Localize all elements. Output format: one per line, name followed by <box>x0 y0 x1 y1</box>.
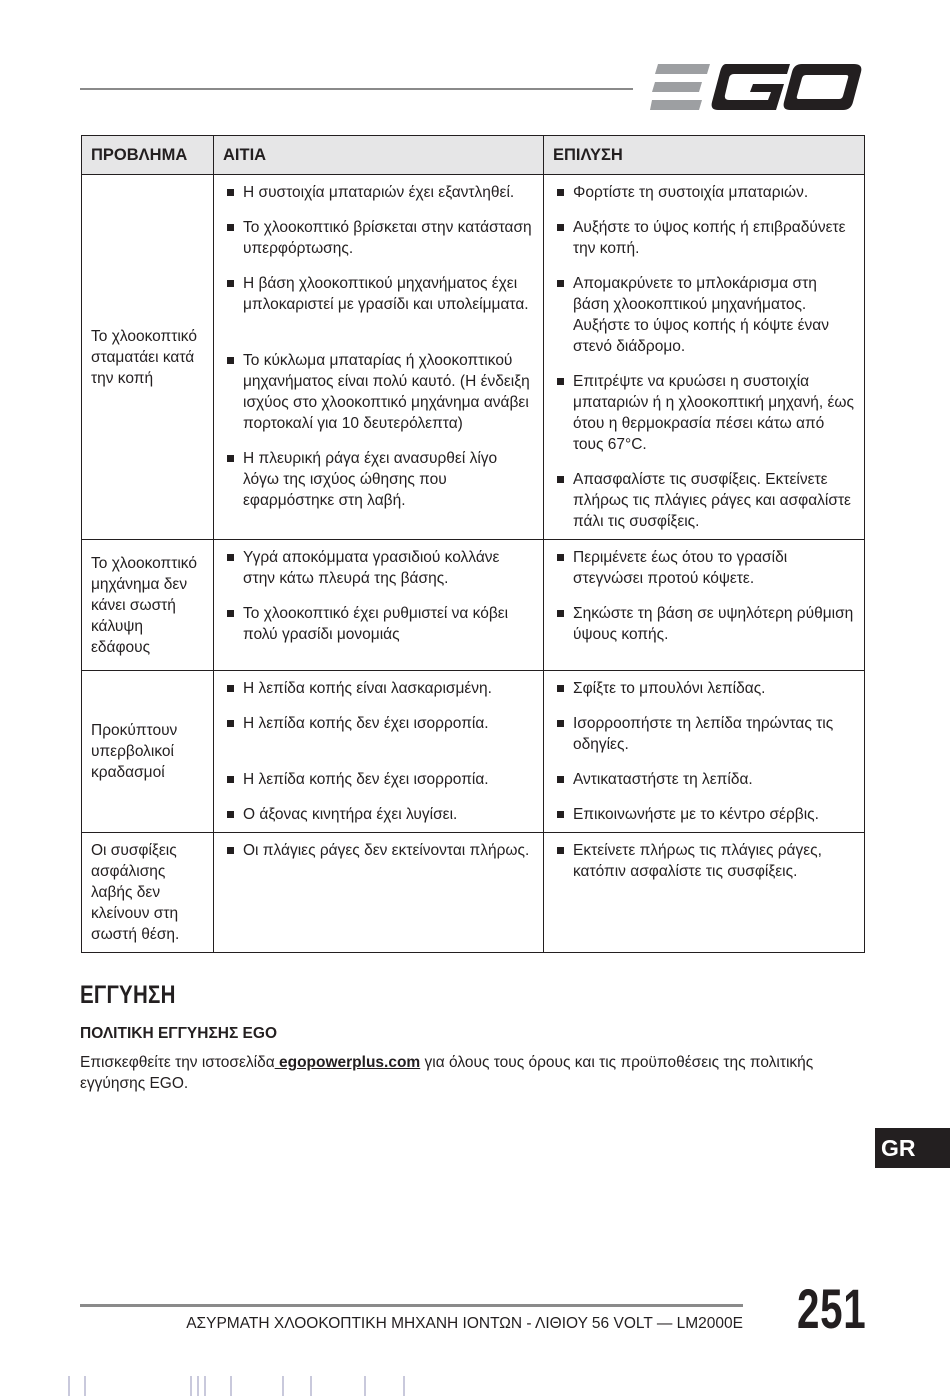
warranty-policy-subtitle: ΠΟΛΙΤΙΚΗ ΕΓΓΥΗΣΗΣ EGO <box>80 1025 278 1042</box>
list-item: Απασφαλίστε τις συσφίξεις. Εκτείνετε πλήρως τις πλάγιες ράγες και ασφαλίστε πάλι τις συσφίξεις. <box>553 469 855 532</box>
table-row <box>82 671 865 833</box>
list-item: Επιτρέψτε να κρυώσει η συστοιχία μπαταριών ή η χλοοκοπτική μηχανή, έως ότου η θερμοκρασία πέσει κάτω από τους 67°C. <box>553 371 855 455</box>
solution-cell <box>544 671 865 833</box>
list-item: Σηκώστε τη βάση σε υψηλότερη ρύθμιση ύψους κοπής. <box>553 603 855 645</box>
cause-cell <box>214 671 544 833</box>
list-item: Το χλοοκοπτικό βρίσκεται στην κατάσταση υπερφόρτωσης. <box>223 217 534 259</box>
page-number: 251 <box>797 1277 867 1340</box>
print-registration-marks <box>60 1376 460 1396</box>
header-problem: ΠΡΟΒΛΗΜΑ <box>82 136 214 175</box>
problem-cell: Το χλοοκοπτικό σταματάει κατά την κοπή <box>82 175 214 540</box>
warranty-title: ΕΓΓΥΗΣΗ <box>80 981 176 1009</box>
list-item: Περιμένετε έως ότου το γρασίδι στεγνώσει προτού κόψετε. <box>553 547 855 589</box>
solution-cell <box>544 540 865 671</box>
list-item: Ισορροοπήστε τη λεπίδα τηρώντας τις οδηγίες. <box>553 713 855 755</box>
list-item: Το χλοοκοπτικό έχει ρυθμιστεί να κόβει πολύ γρασίδι μονομιάς <box>223 603 534 645</box>
problem-cell: Το χλοοκοπτικό μηχάνημα δεν κάνει σωστή κάλυψη εδάφους <box>82 540 214 671</box>
ego-logo <box>650 62 862 112</box>
list-item: Η πλευρική ράγα έχει ανασυρθεί λίγο λόγω της ισχύος ώθησης που εφαρμόστηκε στη λαβή. <box>223 448 534 511</box>
footer-title: ΑΣΥΡΜΑΤΗ ΧΛΟΟΚΟΠΤΙΚΗ ΜΗΧΑΝΗ ΙΟΝΤΩΝ - ΛΙΘΙΟΥ 56 VOLT — LM2000E <box>186 1315 743 1332</box>
list-item: Το κύκλωμα μπαταρίας ή χλοοκοπτικού μηχανήματος είναι πολύ καυτό. (Η ένδειξη ισχύος στο χλοοκοπτικό μηχάνημα ανάβει πορτοκαλί για 10 δευτερόλεπτα) <box>223 350 534 434</box>
cause-cell <box>214 540 544 671</box>
header-solution: ΕΠΙΛΥΣΗ <box>544 136 865 175</box>
header-rule <box>80 88 633 90</box>
list-item: Η λεπίδα κοπής είναι λασκαρισμένη. <box>223 678 534 699</box>
table-header-row <box>82 136 865 175</box>
problem-cell: Προκύπτουν υπερβολικοί κραδασμοί <box>82 671 214 833</box>
footer-rule <box>80 1304 743 1307</box>
cause-cell <box>214 833 544 953</box>
list-item: Η βάση χλοοκοπτικού μηχανήματος έχει μπλοκαριστεί με γρασίδι και υπολείμματα. <box>223 273 534 315</box>
cause-cell <box>214 175 544 540</box>
problem-cell: Οι συσφίξεις ασφάλισης λαβής δεν κλείνουν στη σωστή θέση. <box>82 833 214 953</box>
list-item: Η λεπίδα κοπής δεν έχει ισορροπία. <box>223 769 534 790</box>
list-item: Οι πλάγιες ράγες δεν εκτείνονται πλήρως. <box>223 840 534 861</box>
list-item: Ο άξονας κινητήρα έχει λυγίσει. <box>223 804 534 825</box>
troubleshooting-table <box>81 135 865 953</box>
solution-cell <box>544 175 865 540</box>
list-item: Φορτίστε τη συστοιχία μπαταριών. <box>553 182 855 203</box>
list-item: Υγρά αποκόμματα γρασιδιού κολλάνε στην κάτω πλευρά της βάσης. <box>223 547 534 589</box>
table-row <box>82 175 865 540</box>
warranty-text-before: Επισκεφθείτε την ιστοσελίδα <box>80 1054 275 1071</box>
list-item: Εκτείνετε πλήρως τις πλάγιες ράγες, κατόπιν ασφαλίστε τις συσφίξεις. <box>553 840 855 882</box>
list-item: Απομακρύνετε το μπλοκάρισμα στη βάση χλοοκοπτικού μηχανήματος. Αυξήστε το ύψος κοπής ή κόψτε έναν στενό διάδρομο. <box>553 273 855 357</box>
warranty-text-after: για όλους τους όρους και τις προϋποθέσεις της πολιτικής εγγύησης EGO. <box>80 1054 814 1092</box>
warranty-text <box>80 1052 870 1094</box>
header-cause: ΑΙΤΙΑ <box>214 136 544 175</box>
list-item: Επικοινωνήστε με το κέντρο σέρβις. <box>553 804 855 825</box>
list-item: Αυξήστε το ύψος κοπής ή επιβραδύνετε την κοπή. <box>553 217 855 259</box>
table-row <box>82 540 865 671</box>
list-item: Η συστοιχία μπαταριών έχει εξαντληθεί. <box>223 182 534 203</box>
list-item: Αντικαταστήστε τη λεπίδα. <box>553 769 855 790</box>
list-item: Η λεπίδα κοπής δεν έχει ισορροπία. <box>223 713 534 734</box>
table-row <box>82 833 865 953</box>
list-item: Σφίξτε το μπουλόνι λεπίδας. <box>553 678 855 699</box>
language-tab: GR <box>875 1128 950 1168</box>
solution-cell <box>544 833 865 953</box>
warranty-link[interactable]: egopowerplus.com <box>274 1054 421 1071</box>
